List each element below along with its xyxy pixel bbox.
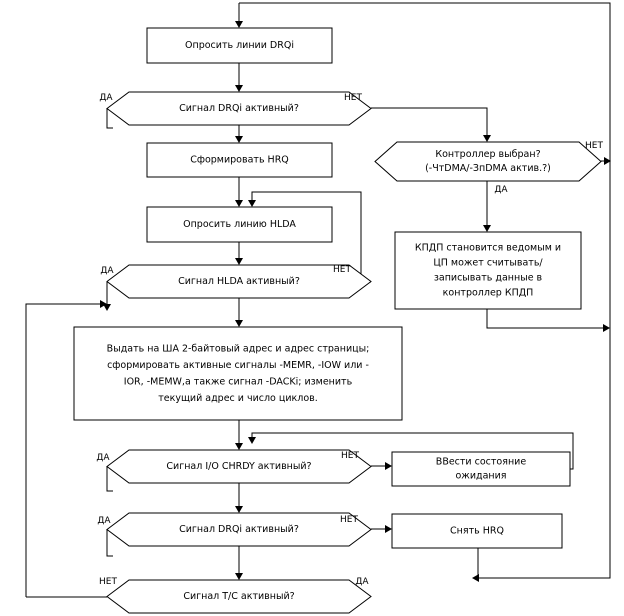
node-text-line: Сигнал DRQi активный? [179,103,299,114]
arrowhead-18 [385,525,392,533]
node-text-line: КПДП становится ведомым и [414,242,562,254]
arrowhead-3 [235,136,243,143]
node-form-hrq [147,143,332,177]
node-dec-ctrl [375,142,601,181]
connector-line-9 [487,309,604,328]
edge-label-ctrl-no: НЕТ [585,141,603,151]
node-dec-drq2 [107,513,371,546]
node-slave [395,232,581,309]
arrowhead-17 [235,506,243,513]
node-text-line: Контроллер выбран? [435,149,541,160]
node-text-line: (-ЧтDMA/-ЗпDMA актив.?) [425,163,551,174]
edge-label-drq2-no: НЕТ [340,515,358,525]
node-text-line: ожидания [455,470,507,482]
arrowhead-15 [385,462,392,470]
node-dec-drq1 [107,92,371,125]
decision-shape [375,142,601,181]
edge-label-chrdy-no: НЕТ [341,451,359,461]
edge-label-drq1-yes: ДА [99,93,113,103]
node-text-line: Снять HRQ [450,525,504,537]
edge-label-drq2-yes: ДА [97,516,111,526]
node-text-line: Сигнал I/O CHRDY активный? [166,461,312,472]
arrowhead-1 [235,21,243,28]
edge-label-hlda-no: НЕТ [333,265,351,275]
node-text-line: Сигнал DRQi активный? [179,524,299,535]
arrowhead-19 [235,573,243,580]
node-text-line: Сигнал T/C активный? [183,591,295,602]
edge-label-drq1-no: НЕТ [344,93,362,103]
edge-label-ctrl-yes: ДА [494,185,508,195]
arrowhead-16 [248,437,256,444]
node-dec-chrdy [107,450,371,483]
node-text-line: сформировать активные сигналы -MEMR, -IOW или - [107,359,369,371]
arrowhead-12 [235,320,243,327]
node-text-line: текущий адрес и число циклов. [158,392,318,404]
node-poll-hlda [147,207,332,242]
node-text-line: ЦП может считывать/ [433,257,543,269]
node-text-line: записывать данные в [433,272,543,284]
node-text-line: Сигнал HLDA активный? [178,276,300,287]
connector-line-6 [371,108,487,136]
edge-label-tc-no: НЕТ [99,577,117,587]
arrowhead-7 [603,324,610,332]
edge-label-tc-yes: ДА [355,577,369,587]
arrowhead-4 [483,135,491,142]
node-text-line: Опросить линии DRQi [185,40,294,51]
node-main-proc [74,327,402,420]
edge-label-chrdy-yes: ДА [96,453,110,463]
arrowhead-6 [483,225,491,232]
node-text-line: IOR, -MEMW,а также сигнал -DACKi; изменить [123,376,353,388]
arrowhead-2 [235,85,243,92]
node-text-line: контроллер КПДП [442,287,534,299]
node-text-line: Опросить линию HLDA [183,219,296,230]
arrowhead-8 [235,200,243,207]
node-poll-drq [147,28,332,63]
node-dec-hlda [107,265,371,298]
arrowhead-9 [248,200,256,207]
arrowhead-20 [472,574,479,582]
process-box [74,327,402,420]
flowchart-nodes [74,28,601,613]
edge-label-hlda-yes: ДА [100,266,114,276]
node-wait [392,452,570,486]
node-dec-tc [107,580,371,613]
arrowhead-14 [235,443,243,450]
node-text-line: Выдать на ША 2-байтовый адрес и адрес страницы; [106,343,370,355]
node-clear-hrq [392,514,562,548]
node-text-line: Сформировать HRQ [190,154,289,166]
arrowhead-10 [235,258,243,265]
node-text-line: ВВести состояние [435,456,527,468]
